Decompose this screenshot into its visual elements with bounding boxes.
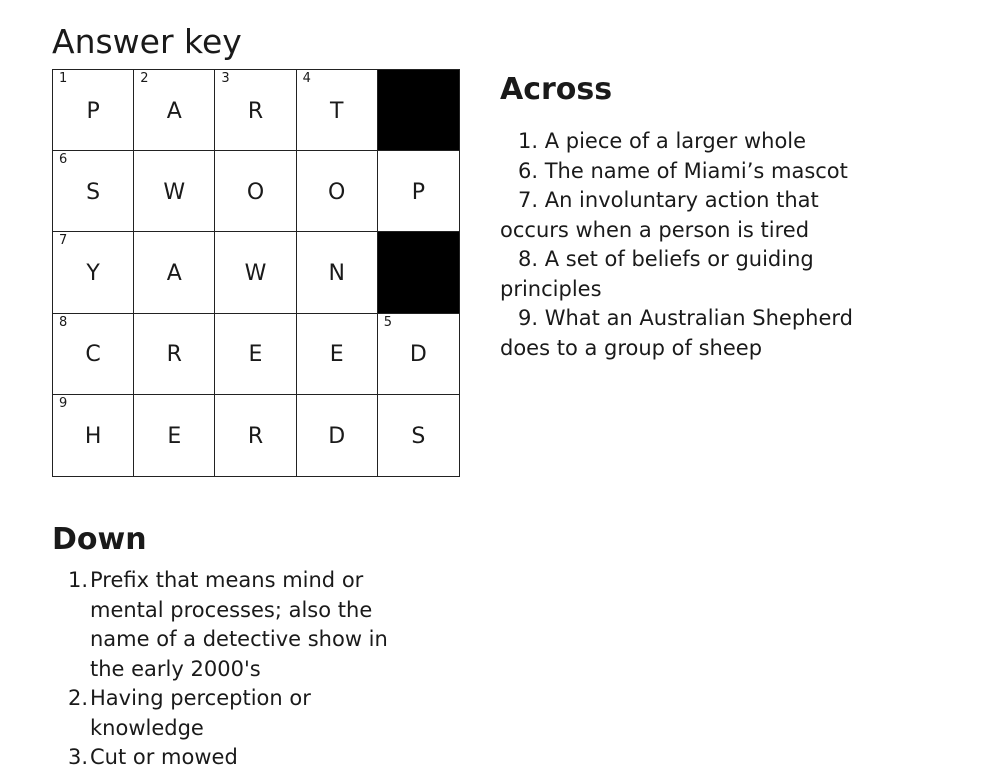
down-clue (68, 566, 398, 684)
grid-cell (134, 314, 215, 395)
grid-cell (53, 232, 134, 313)
cell-letter: O (246, 179, 265, 205)
grid-cell (134, 151, 215, 232)
grid-cell (297, 314, 378, 395)
cell-letter: N (328, 260, 345, 286)
grid-cell-black (378, 70, 459, 151)
cell-number: 1 (59, 71, 68, 86)
cell-letter: S (411, 423, 426, 449)
cell-letter: E (329, 342, 344, 368)
cell-letter: C (85, 342, 101, 368)
grid-cell (53, 395, 134, 476)
grid-cell (378, 151, 459, 232)
grid-cell (215, 70, 296, 151)
grid-cell (215, 395, 296, 476)
cell-letter: R (247, 98, 264, 124)
grid-cell (297, 151, 378, 232)
grid-cell (215, 314, 296, 395)
grid-cell (378, 314, 459, 395)
across-clue: 1. A piece of a larger whole (518, 129, 807, 153)
down-clue-list (68, 566, 398, 773)
cell-number: 5 (383, 314, 393, 330)
grid-cell-black (378, 232, 459, 313)
across-clue: 9. What an Australian Shepherd does to a group of sheep (500, 306, 854, 360)
down-clue-text: Having perception or knowledge (90, 686, 311, 740)
cell-letter: P (86, 98, 100, 124)
cell-letter: R (166, 342, 182, 368)
across-heading: Across (500, 72, 613, 107)
down-heading: Down (52, 522, 147, 557)
cell-number: 8 (59, 314, 68, 330)
grid-cell (297, 232, 378, 313)
cell-letter: A (166, 260, 182, 286)
cell-number: 3 (221, 71, 230, 86)
across-clue-list (500, 127, 860, 363)
cell-number: 2 (140, 71, 149, 86)
down-clue-number: 1. (68, 568, 89, 592)
cell-letter: D (409, 342, 427, 368)
cell-letter: S (86, 179, 101, 205)
cell-letter: H (84, 423, 102, 449)
grid-cell (297, 395, 378, 476)
cell-letter: R (247, 423, 264, 449)
grid-cell (215, 232, 296, 313)
grid-cell (134, 232, 215, 313)
down-clue-text: Cut or mowed (90, 745, 238, 769)
cell-letter: Y (86, 260, 100, 286)
down-clue-number: 3. (68, 745, 89, 769)
grid-cell (53, 151, 134, 232)
grid-cell (53, 70, 134, 151)
across-clue: 6. The name of Miami’s mascot (518, 158, 848, 183)
cell-letter: W (244, 260, 267, 286)
grid-cell (297, 70, 378, 151)
cell-number: 9 (59, 395, 68, 411)
cell-letter: E (167, 423, 182, 449)
crossword-grid (52, 69, 460, 477)
cell-number: 6 (59, 152, 68, 168)
grid-cell (53, 314, 134, 395)
across-clue: 7. An involuntary action that occurs when a person is tired (500, 188, 819, 242)
grid-cell (215, 151, 296, 232)
cell-letter: A (166, 98, 182, 124)
cell-letter: T (329, 98, 344, 124)
cell-letter: P (411, 179, 426, 205)
down-clue-number: 2. (68, 686, 89, 710)
cell-number: 4 (302, 71, 311, 86)
grid-cell (134, 70, 215, 151)
cell-letter: D (328, 423, 346, 449)
grid-cell (134, 395, 215, 476)
cell-letter: W (163, 179, 186, 205)
grid-cell (378, 395, 459, 476)
down-clue-text: Prefix that means mind or mental processes; also the name of a detective show in the early 2000's (90, 568, 388, 681)
down-clue (68, 684, 398, 743)
cell-letter: E (248, 342, 263, 368)
cell-number: 7 (59, 233, 68, 249)
page-title: Answer key (52, 22, 242, 61)
cell-letter: O (328, 179, 346, 205)
down-clue (68, 743, 398, 773)
across-clue: 8. A set of beliefs or guiding principles (500, 247, 814, 301)
